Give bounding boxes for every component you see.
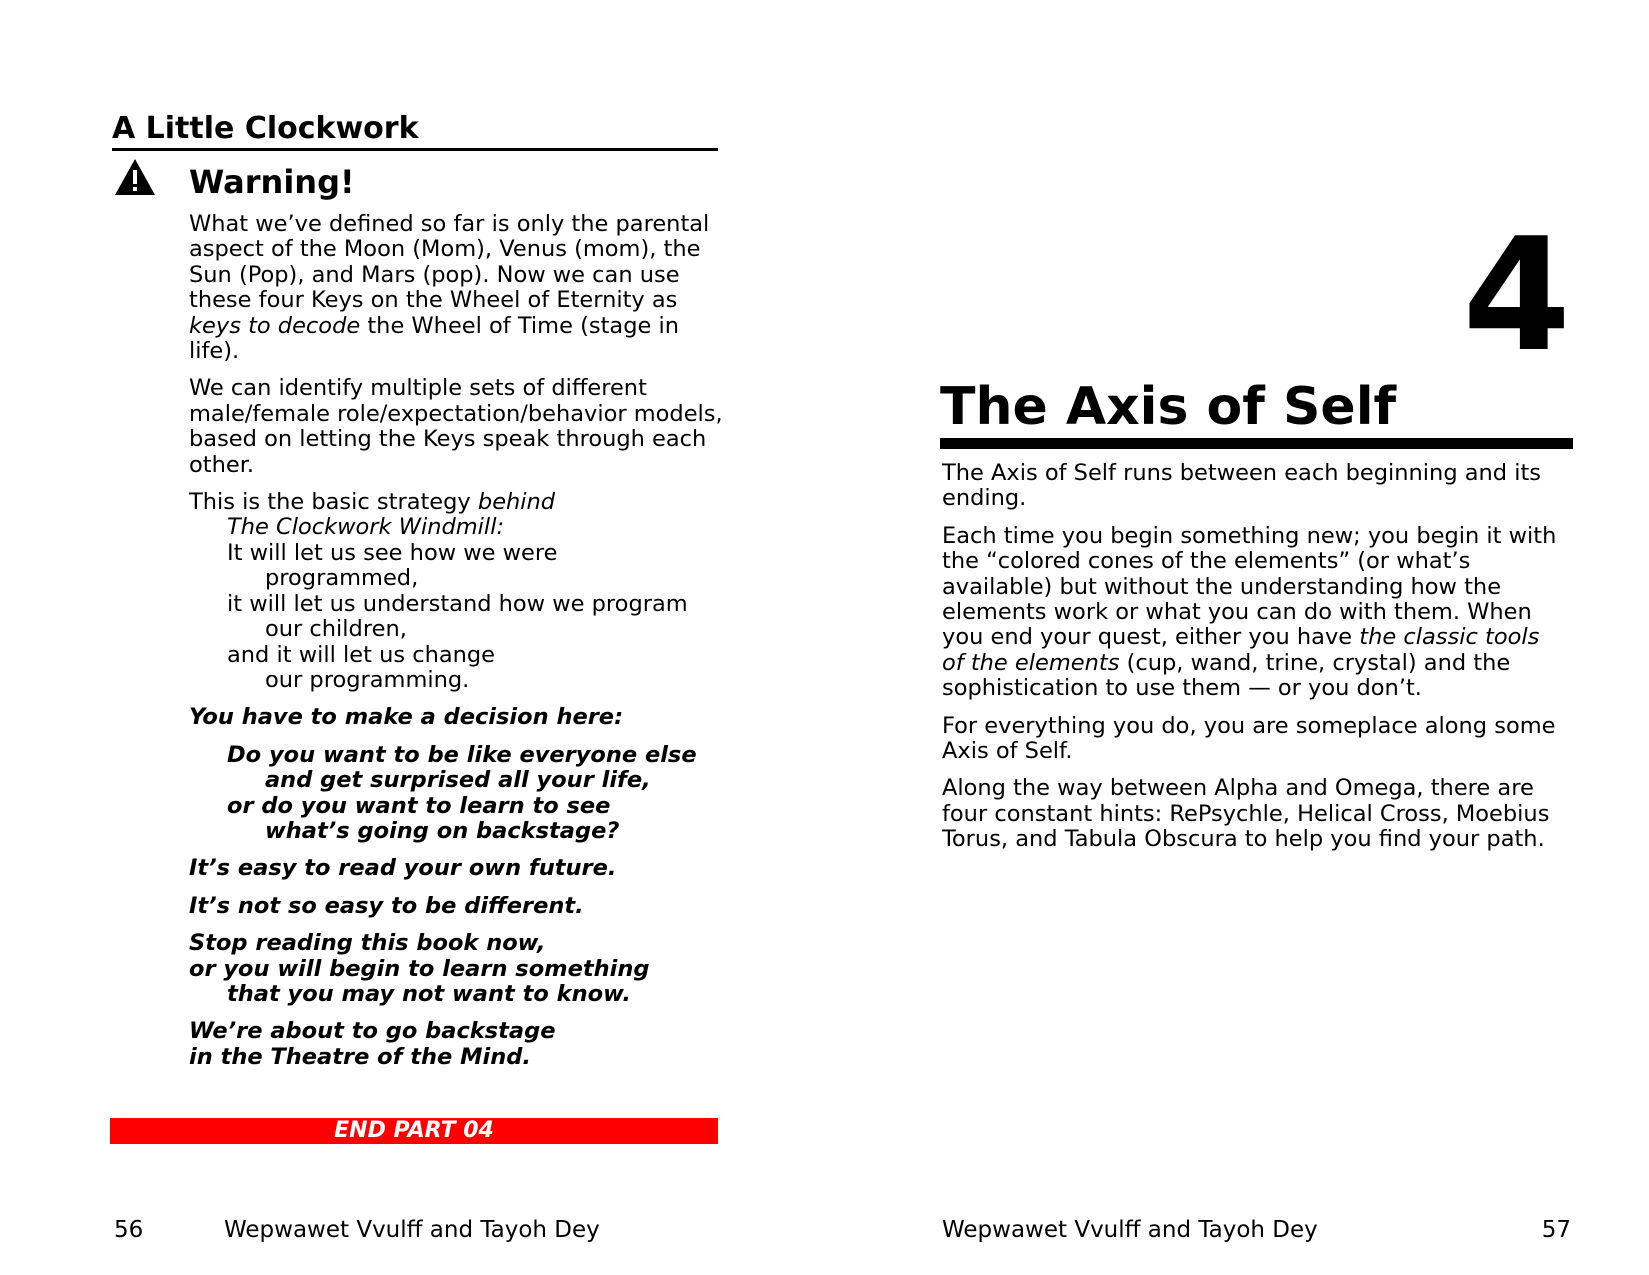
paragraph-basic-strategy: This is the basic strategy behind The Clockwork Windmill: It will let us see how we were programmed, it will let us understand how we program our children, and it will let us change our programming.	[189, 489, 688, 693]
warning-icon	[114, 158, 156, 196]
right-page	[824, 0, 1649, 1275]
right-page-number: 57	[1541, 1217, 1571, 1243]
section-title: A Little Clockwork	[112, 110, 718, 151]
paragraph-someplace-along: For everything you do, you are someplace along some Axis of Self.	[942, 712, 1556, 765]
easy-different-line: It’s not so easy to be different.	[189, 892, 584, 919]
left-body	[189, 212, 729, 1082]
bold-italic-block	[189, 705, 729, 1070]
stop-reading-block: Stop reading this book now, or you will begin to learn something that you may not want to know.	[189, 930, 650, 1007]
right-body	[942, 461, 1562, 865]
paragraph-axis-runs: The Axis of Self runs between each beginning and its ending.	[942, 460, 1542, 512]
left-page	[0, 0, 824, 1275]
end-part-banner: END PART 04	[110, 1118, 718, 1144]
paragraph-multiple-sets: We can identify multiple sets of different male/female role/expectation/behavior models, based on letting the Keys speak through each other.	[189, 375, 723, 478]
decision-line: You have to make a decision here:	[189, 704, 624, 731]
paragraph-parental-aspect: What we’ve defined so far is only the parental aspect of the Moon (Mom), Venus (mom), the Sun (Pop), and Mars (pop). Now we can use these four Keys on the Wheel of Eternity as keys to decode the Wheel of Time (stage in life).	[189, 211, 710, 365]
left-footer-author: Wepwawet Vvulff and Tayoh Dey	[224, 1217, 600, 1243]
chapter-title: The Axis of Self	[940, 376, 1573, 449]
easy-future-line: It’s easy to read your own future.	[189, 855, 617, 882]
paragraph-alpha-omega: Along the way between Alpha and Omega, there are four constant hints: RePsychle, Helical Cross, Moebius Torus, and Tabula Obscura to help you find your path.	[942, 775, 1550, 853]
warning-heading: Warning!	[189, 163, 355, 201]
left-page-number: 56	[114, 1217, 144, 1243]
right-footer-author: Wepwawet Vvulff and Tayoh Dey	[942, 1217, 1318, 1243]
paragraph-begin-something-new: Each time you begin something new; you begin it with the “colored cones of the elements” (or what’s available) but without the understanding how the elements work or what you can do with them. When you end your quest, either you have the classic tools of the elements (cup, wand, trine, crystal) and the sophistication to use them — or you don’t.	[942, 522, 1557, 702]
question-block: Do you want to be like everyone else and get surprised all your life, or do you want to learn to see what’s going on backstage?	[227, 741, 697, 844]
backstage-block: We’re about to go backstage in the Theatre of the Mind.	[189, 1018, 556, 1070]
chapter-number: 4	[1462, 204, 1571, 386]
